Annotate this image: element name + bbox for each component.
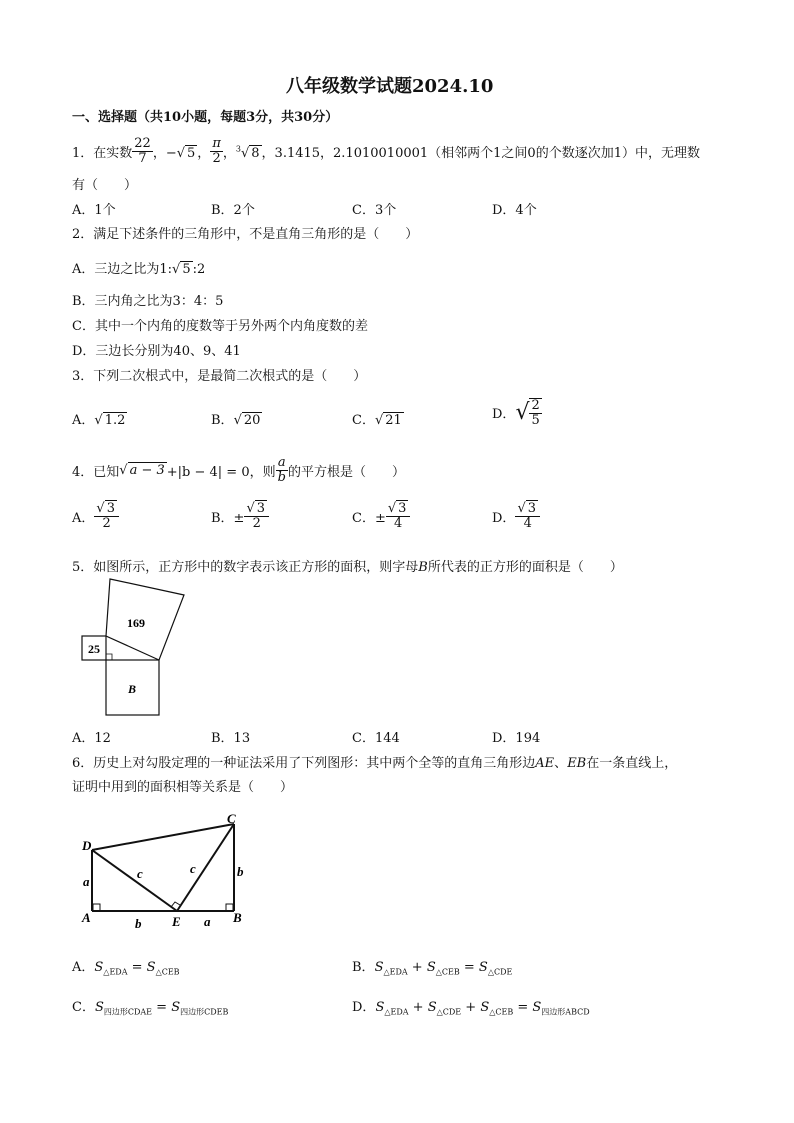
label-b: B: [127, 682, 137, 696]
q2-option-b[interactable]: B．三内角之比为3：4：5: [72, 294, 224, 309]
q4-option-b[interactable]: B．± $\frac{√ 3}{2}$: [211, 502, 269, 530]
q6-option-a[interactable]: A．$S_{\triangle EDA} = S_{\triangle CEB}$: [72, 960, 180, 977]
q1-line2: 有（ ）: [72, 178, 138, 193]
q6-option-d[interactable]: D．$S_{\triangle EDA} + S_{\triangle CDE} + S_{\triangle CEB} = S_{四边形ABCD}$: [352, 1000, 590, 1017]
sqrt-5: 5: [187, 145, 196, 161]
vertex-a: A: [82, 910, 91, 925]
fraction-pi-2: $\frac{\pi}{2}$: [212, 135, 221, 166]
q6-option-b[interactable]: B．$S_{\triangle EDA} + S_{\triangle CEB} = S_{\triangle CDE}$: [352, 960, 513, 977]
q4-option-d[interactable]: D． $\frac{√ 3}{4}$: [492, 502, 540, 530]
side-b-bottom: b: [135, 916, 142, 931]
q2-option-d[interactable]: D．三边长分别为40、9、41: [72, 344, 241, 359]
fraction-a-b: $\frac{a}{b}$: [277, 454, 286, 485]
q6-line2: 证明中用到的面积相等关系是（ ）: [72, 780, 294, 795]
side-c-ce: c: [190, 861, 196, 876]
question-1-stem: 1．在实数 $\frac{22}{7}$ ，−√ 5 ， $\frac{\pi}{2}$ ，$^3$√ 8 ，3.1415，2.1010010001（相邻两个1之间0的个数逐次加1）中，无理数: [72, 135, 700, 166]
vertex-d: D: [82, 838, 92, 853]
side-b-right: b: [237, 864, 244, 879]
square-169: [106, 579, 184, 660]
trapezoid-figure: [76, 810, 256, 932]
q6-option-c[interactable]: C．$S_{四边形CDAE} = S_{四边形CDEB}$: [72, 1000, 229, 1017]
label-25: 25: [88, 642, 100, 656]
section-heading: 一、选择题（共10小题，每题3分，共30分）: [72, 110, 339, 125]
q5-option-d[interactable]: D．194: [492, 731, 541, 746]
page-title: 八年级数学试题2024.10: [286, 76, 494, 97]
side-a-left: a: [83, 874, 90, 889]
vertex-b: B: [233, 910, 242, 925]
fraction-22-7: $\frac{22}{7}$: [134, 135, 151, 166]
label-169: 169: [127, 616, 145, 630]
side-c-de: c: [137, 866, 143, 881]
q1-rest: ，3.1415，2.1010010001（相邻两个1之间0的个数逐次加1）中，无理数: [261, 145, 700, 161]
question-5-stem: 5．如图所示，正方形中的数字表示该正方形的面积，则字母B所代表的正方形的面积是（ ）: [72, 560, 623, 575]
q1-option-d[interactable]: D．4个: [492, 203, 537, 218]
q2-option-a[interactable]: A．三边之比为1:√ 5 :2: [72, 262, 206, 277]
sqrt-a-minus-3: a − 3: [129, 463, 165, 478]
q5-option-b[interactable]: B．13: [211, 731, 251, 746]
q5-option-c[interactable]: C．144: [352, 731, 400, 746]
question-6-stem: 6．历史上对勾股定理的一种证法采用了下列图形：其中两个全等的直角三角形边AE、EB在一条直线上，: [72, 756, 678, 771]
squares-figure: [76, 578, 188, 718]
vertex-c: C: [227, 811, 236, 826]
q4-option-a[interactable]: A． $\frac{√ 3}{2}$: [72, 502, 119, 530]
q1-option-a[interactable]: A．1个: [72, 203, 116, 218]
question-4-stem: 4．已知 √ a − 3 +|b − 4| = 0，则 $\frac{a}{b}$ 的平方根是（ ）: [72, 454, 405, 485]
q3-option-a[interactable]: A．√ 1.2: [72, 413, 126, 428]
side-a-bottom: a: [204, 914, 211, 929]
q1-option-c[interactable]: C．3个: [352, 203, 397, 218]
cube-index: 3: [235, 144, 241, 154]
q3-option-d[interactable]: D． √ $\frac{2}{5}$: [492, 398, 540, 428]
question-2-stem: 2．满足下述条件的三角形中，不是直角三角形的是（ ）: [72, 227, 419, 242]
q4-option-c[interactable]: C．± $\frac{√ 3}{4}$: [352, 502, 410, 530]
q3-option-c[interactable]: C．√ 21: [352, 413, 402, 428]
vertex-e: E: [172, 914, 181, 929]
abs-term: +|b − 4| = 0，则: [166, 464, 276, 480]
q5-option-a[interactable]: A．12: [72, 731, 111, 746]
q3-option-b[interactable]: B．√ 20: [211, 413, 261, 428]
q2-option-c[interactable]: C．其中一个内角的度数等于另外两个内角度数的差: [72, 319, 368, 334]
cube-root-8: 8: [251, 145, 260, 161]
question-3-stem: 3．下列二次根式中，是最简二次根式的是（ ）: [72, 369, 367, 384]
q1-prefix: 1．在实数: [72, 145, 133, 161]
q1-option-b[interactable]: B．2个: [211, 203, 255, 218]
